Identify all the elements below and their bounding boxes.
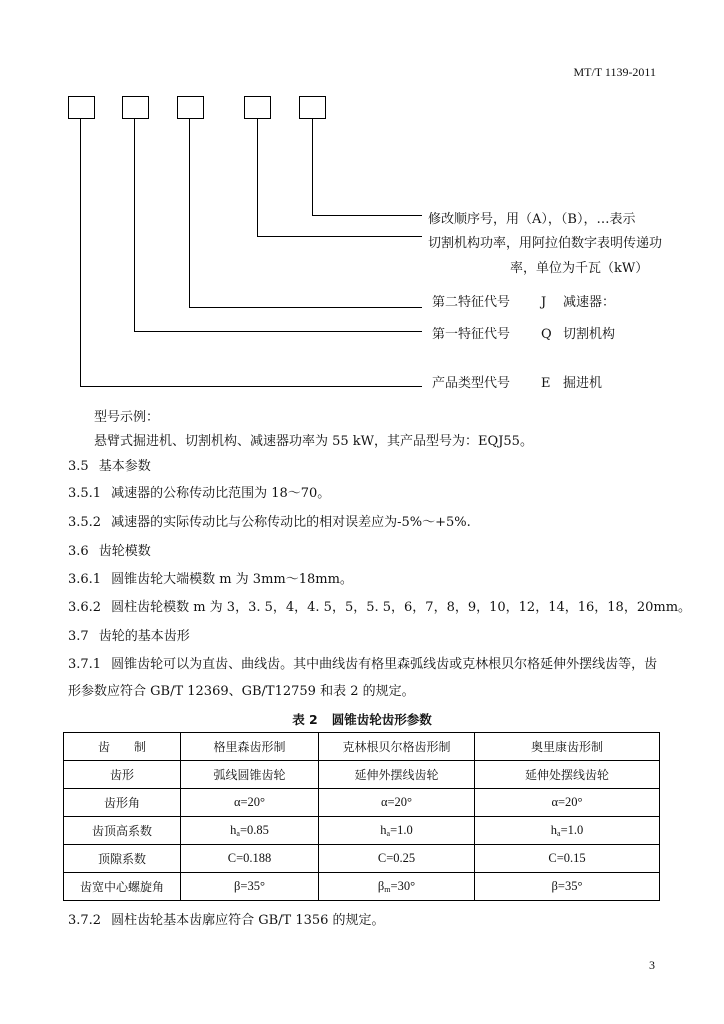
symbol: β	[377, 879, 385, 893]
leader-line-revision	[313, 119, 423, 216]
code-box-second-feature	[178, 97, 204, 119]
row-label: 齿形	[64, 761, 181, 789]
subscript: m	[384, 885, 391, 894]
table-cell	[181, 817, 319, 845]
table-row	[64, 873, 660, 901]
product-type-meaning: 掘进机	[563, 376, 603, 391]
leader-line-product-type	[81, 119, 423, 387]
code-box-product-type	[69, 97, 95, 119]
table-row	[64, 817, 660, 845]
value: =1.0	[560, 823, 584, 837]
clause-3-5	[68, 458, 151, 476]
clause-number: 3.7.1	[68, 657, 102, 672]
table-cell: β=35°	[475, 873, 660, 901]
product-type-label: 产品类型代号	[432, 376, 511, 391]
clause-3-7	[68, 628, 190, 646]
symbol: h	[550, 823, 557, 837]
subscript: a	[236, 829, 240, 838]
table-cell	[319, 817, 475, 845]
product-type-code-letter: E	[541, 376, 551, 391]
table-row	[64, 761, 660, 789]
second-feature-meaning: 减速器：	[563, 295, 616, 310]
gear-tooth-profile-table	[63, 732, 660, 901]
clause-3-7-2	[68, 912, 385, 930]
subscript: a	[386, 829, 391, 838]
table-cell: 弧线圆锥齿轮	[181, 761, 319, 789]
value: =0.85	[239, 823, 269, 837]
table-header-cell: 奥里康齿形制	[475, 733, 660, 761]
clause-text: 圆锥齿轮可以为直齿、曲线齿。其中曲线齿有格里森弧线齿或克林根贝尔格延伸外摆线齿等，齿	[111, 657, 658, 672]
first-feature-label: 第一特征代号	[432, 327, 511, 342]
clause-text: 齿轮的基本齿形	[98, 629, 190, 644]
table-caption-number: 表 2	[292, 712, 318, 727]
clause-text: 减速器的实际传动比与公称传动比的相对误差应为-5%～+5%.	[111, 515, 471, 530]
table-header-cell: 齿 制	[64, 733, 181, 761]
second-feature-code	[541, 294, 615, 312]
table-cell: C=0.25	[319, 845, 475, 873]
table-caption	[0, 711, 724, 729]
clause-3-6-2	[68, 599, 691, 617]
product-type-code	[541, 375, 602, 393]
table-cell: C=0.188	[181, 845, 319, 873]
first-feature-code	[541, 326, 615, 344]
clause-number: 3.6.2	[68, 600, 102, 615]
row-label: 齿宽中心螺旋角	[64, 873, 181, 901]
clause-text: 圆柱齿轮基本齿廓应符合 GB/T 1356 的规定。	[111, 913, 385, 928]
row-label: 齿形角	[64, 789, 181, 817]
power-label-line1: 切割机构功率，用阿拉伯数字表明传递功	[428, 236, 663, 251]
first-feature-meaning: 切割机构	[563, 327, 616, 342]
symbol: h	[380, 823, 387, 837]
table-header-cell: 克林根贝尔格齿形制	[319, 733, 475, 761]
clause-3-6-1	[68, 571, 353, 589]
table-cell: 延伸处摆线齿轮	[475, 761, 660, 789]
second-feature-label: 第二特征代号	[432, 295, 511, 310]
row-label: 齿顶高系数	[64, 817, 181, 845]
table-cell	[319, 873, 475, 901]
example-text: 悬臂式掘进机、切割机构、减速器功率为 55 kW，其产品型号为：EQJ55。	[94, 434, 533, 449]
first-feature-code-letter: Q	[541, 327, 552, 342]
clause-text: 圆锥齿轮大端模数 m 为 3mm～18mm。	[111, 572, 353, 587]
table-caption-title: 圆锥齿轮齿形参数	[331, 712, 432, 727]
power-label-line2: 率，单位为千瓦（kW）	[510, 261, 649, 276]
value: =1.0	[390, 823, 413, 837]
clause-text: 齿轮模数	[98, 544, 151, 559]
table-cell: C=0.15	[475, 845, 660, 873]
row-label: 顶隙系数	[64, 845, 181, 873]
second-feature-code-letter: J	[541, 295, 547, 310]
clause-text: 圆柱齿轮模数 m 为 3，3. 5，4，4. 5，5，5. 5，6，7，8，9，10，12，14，16，18，20mm。	[111, 600, 692, 615]
table-row	[64, 789, 660, 817]
clause-text: 基本参数	[98, 459, 151, 474]
example-heading: 型号示例：	[94, 410, 160, 425]
leader-line-first-feature	[135, 119, 423, 332]
clause-number: 3.6.1	[68, 572, 102, 587]
table-cell	[475, 817, 660, 845]
clause-number: 3.7.2	[68, 913, 102, 928]
clause-3-5-1	[68, 485, 330, 503]
table-header-row	[64, 733, 660, 761]
clause-3-6	[68, 543, 151, 561]
clause-3-7-1-continuation: 形参数应符合 GB/T 12369、GB/T12759 和表 2 的规定。	[68, 684, 415, 699]
standard-number: MT/T 1139-2011	[573, 65, 656, 79]
leader-line-power	[258, 119, 423, 237]
table-header-cell: 格里森齿形制	[181, 733, 319, 761]
table-cell: α=20°	[319, 789, 475, 817]
code-box-revision	[300, 97, 326, 119]
table-cell: β=35°	[181, 873, 319, 901]
clause-number: 3.5	[68, 459, 89, 474]
table-cell: 延伸外摆线齿轮	[319, 761, 475, 789]
clause-number: 3.5.1	[68, 486, 102, 501]
subscript: a	[557, 829, 561, 838]
page-number: 3	[649, 958, 655, 972]
table-row	[64, 845, 660, 873]
revision-label: 修改顺序号，用（A），（B），…表示	[428, 212, 636, 227]
clause-3-5-2	[68, 514, 471, 532]
clause-number: 3.5.2	[68, 515, 102, 530]
clause-number: 3.6	[68, 544, 89, 559]
table-cell: α=20°	[181, 789, 319, 817]
model-code-diagram	[0, 0, 724, 400]
symbol: h	[230, 823, 237, 837]
value: =30°	[390, 879, 416, 893]
table-cell: α=20°	[475, 789, 660, 817]
code-box-power	[245, 97, 271, 119]
clause-3-7-1	[68, 656, 657, 674]
code-box-first-feature	[123, 97, 149, 119]
clause-number: 3.7	[68, 629, 89, 644]
leader-line-second-feature	[190, 119, 423, 308]
clause-text: 减速器的公称传动比范围为 18～70。	[111, 486, 331, 501]
